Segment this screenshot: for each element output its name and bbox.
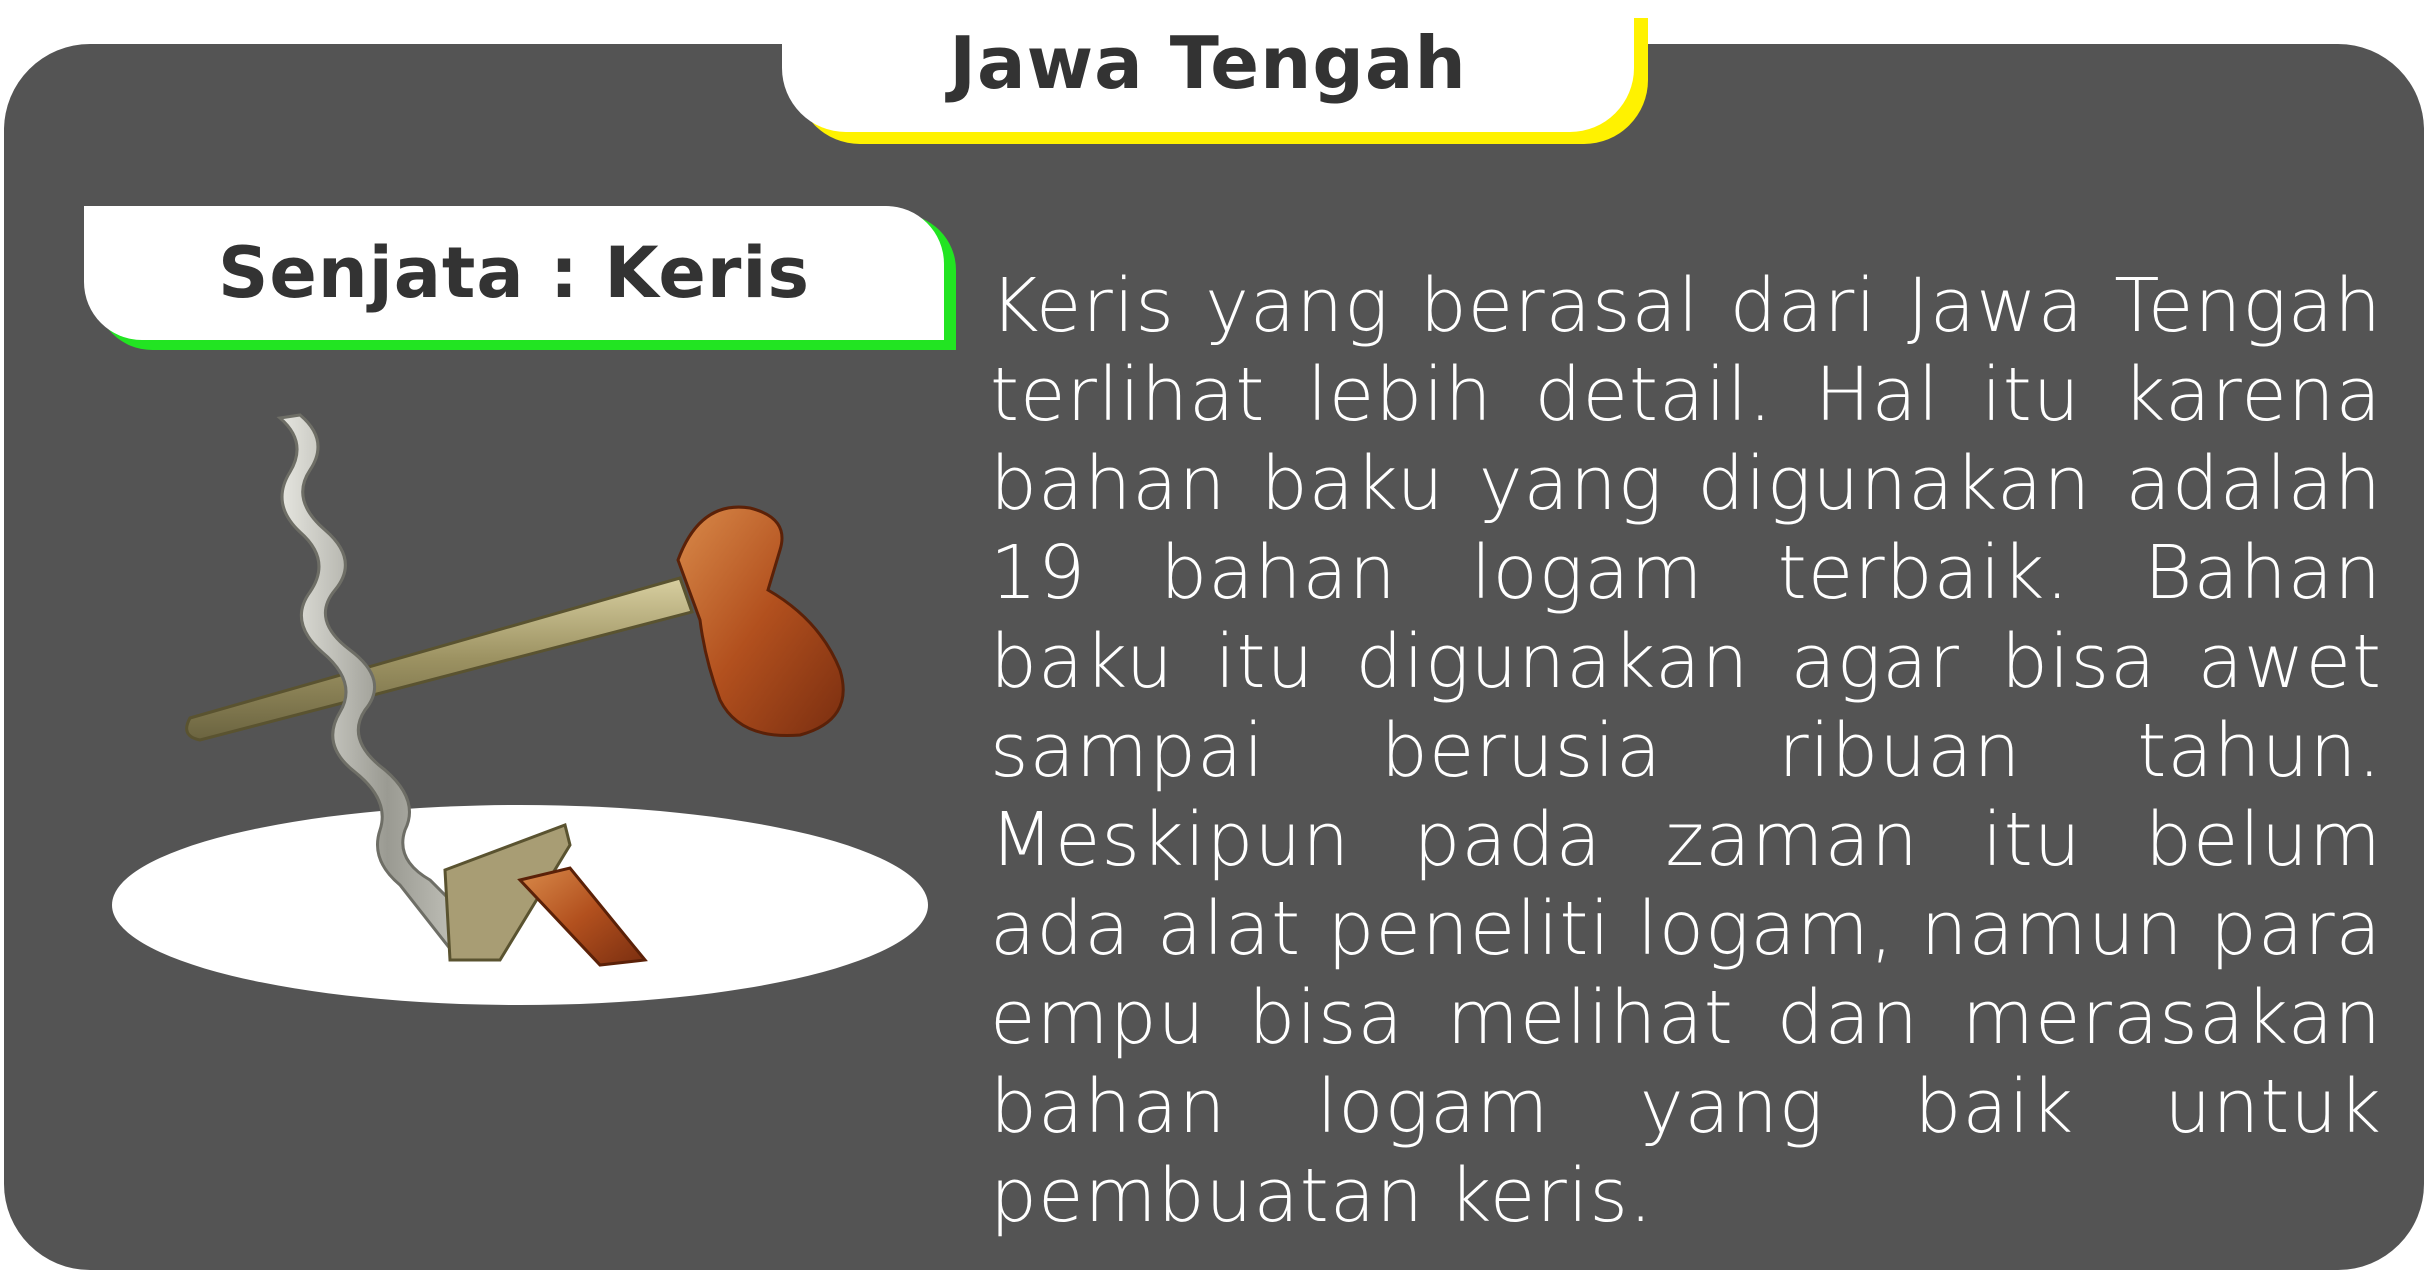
page-title: Jawa Tengah xyxy=(949,21,1467,105)
title-banner xyxy=(782,0,1634,132)
keris-dagger-icon xyxy=(100,400,960,1020)
keris-hilt xyxy=(187,578,692,740)
description-paragraph: Keris yang berasal dari Jawa Tengah terlihat lebih detail. Hal itu karena bahan baku yang digunakan adalah 19 bahan logam terbaik. Bahan baku itu digunakan agar bisa awet sampai berusia ribuan tahun. Meskipun pada zaman itu belum ada alat peneliti logam, namun para empu bisa melihat dan merasakan bahan logam yang baik untuk pembuatan keris. xyxy=(990,263,2382,1239)
keris-head xyxy=(678,507,843,735)
weapon-label: Senjata : Keris xyxy=(217,232,811,314)
weapon-label-banner xyxy=(84,206,944,340)
